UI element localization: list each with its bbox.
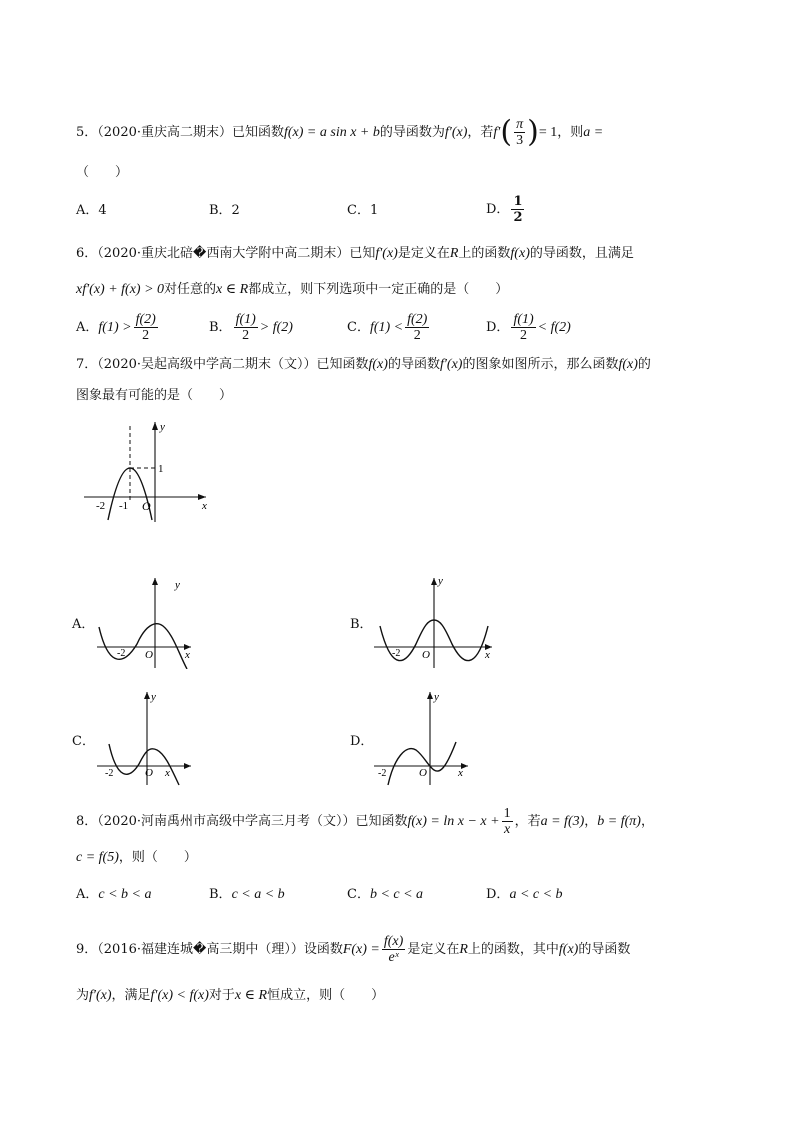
origin-label: O [422,649,430,661]
origin-label: O [145,767,153,779]
x-label: x [485,649,490,661]
origin-label: O [142,499,151,513]
y-label: y [160,421,165,433]
q8-a-prefix: A． [76,887,99,902]
q6-a-frac [134,312,158,343]
q9-fx: f(x) [558,942,579,957]
neg2-label: -2 [105,768,114,779]
q7-derivative-graph [82,418,212,523]
q6-d-frac [511,312,535,343]
q5-frac [514,117,525,148]
q7-fx2: f(x) [618,357,638,372]
q5-source: 5．（2020·重庆高二期末）已知函数 [76,125,284,140]
y-axis-arrow [427,692,433,699]
q5-function: f(x) = a sin x + b [284,125,380,140]
q9-text5: ，满足 [111,988,151,1003]
q7-fpx: f′(x) [439,357,463,372]
q6-text3: 的导函数，且满足 [529,246,634,261]
q6-a-left: f(1) > [98,320,132,335]
q8-option-d [486,886,563,904]
q7-option-a-graph [95,574,195,669]
y-axis-arrow [152,422,158,430]
q5-option-d-frac [511,194,524,225]
q9-line1 [76,934,630,965]
q7-fx: f(x) [368,357,388,372]
q6-line2 [76,281,508,299]
paren-right: ) [527,114,539,150]
q9-frac-num: f(x) [383,934,404,949]
q5-option-d-label: D． [486,202,510,217]
q5-cond-f: f′ [493,125,501,140]
q9-text3: 的导函数 [578,942,631,957]
q6-c-prefix: C． [347,320,370,335]
q6-a-den: 2 [142,328,150,343]
q6-a-num: f(2) [135,312,156,327]
q6-b-num: f(1) [235,312,256,327]
q5-option-a: A．4 [76,203,107,218]
q5-text-then: ，则 [557,125,584,140]
q7-line2: 图象最有可能的是（ ） [76,388,233,403]
q7-option-b-graph [372,574,497,669]
y-axis-arrow [144,692,150,699]
q9-text4: 为 [76,988,90,1003]
q6-c-left: f(1) < [369,320,404,335]
q6-b-prefix: B． [209,320,232,335]
q6-c-frac [405,312,429,343]
x-axis-arrow [184,763,191,769]
q9-text6: 对于 [208,988,235,1003]
q8-a: a = f(3) [540,814,585,829]
q6-option-b [209,312,293,343]
q5-option-c: C．1 [347,203,379,218]
q8-d-expr: a < c < b [509,887,563,902]
q6-b-right: > f(2) [259,320,293,335]
q8-b: b = f(π) [597,814,641,829]
q6-d-den: 2 [520,328,528,343]
one-label: 1 [158,463,164,475]
q9-F: F(x) = [342,942,380,957]
q8-b-prefix: B． [209,887,232,902]
q8-frac-num: 1 [503,806,511,821]
q6-d-num: f(1) [513,312,534,327]
q6-a-prefix: A． [76,320,99,335]
q8-c-prefix: C． [347,887,370,902]
q7-option-c: C． [72,734,95,749]
y-axis-arrow [431,578,437,585]
q6-d-right: < f(2) [537,320,571,335]
neg2-label: -2 [392,648,401,659]
q8-option-c [347,886,423,904]
y-label: y [434,691,439,703]
q9-frac-den: eˣ [388,950,399,965]
q6-c-den: 2 [413,328,421,343]
q5-frac-num: π [516,117,524,132]
neg2-label: -2 [378,768,387,779]
q7-text2: 的图象如图所示，那么函数 [462,357,619,372]
q6-line1 [76,245,634,263]
q5-option-d [486,194,526,225]
q7-text3: 的 [637,357,651,372]
q6-text5: 都成立，则下列选项中一定正确的是（ ） [248,282,509,297]
q8-function: f(x) = ln x − x + [407,814,500,829]
y-label: y [151,691,156,703]
q5-d-den: 2 [513,210,523,225]
y-axis-arrow [152,578,158,585]
curve-a [99,624,187,669]
q6-condition: xf′(x) + f(x) > 0 [76,282,165,297]
q8-b-expr: c < a < b [231,887,285,902]
q9-R: R [459,942,468,957]
q8-frac-den: x [503,822,511,837]
q8-d-prefix: D． [486,887,510,902]
neg1-label: -1 [119,500,129,512]
q8-frac [502,806,513,837]
q7-line1 [76,356,651,374]
q7-option-c-graph [95,688,195,786]
q6-option-c [347,312,431,343]
q8-c: c = f(5) [76,850,119,865]
q6-xinR: x ∈ R [216,282,249,297]
q5-ask: a = [583,125,604,140]
q8-text-then: ，则（ ） [118,850,197,865]
q5-frac-den: 3 [516,133,524,148]
q6-fp: f′(x) [375,246,398,261]
q9-fpx: f′(x) [89,988,112,1003]
q5-answer-paren: （ ） [76,165,129,180]
q7-option-d-graph [372,688,472,786]
y-label: y [438,575,443,587]
q7-option-d: D． [350,734,374,749]
q7-option-a: A． [72,617,95,632]
neg2-label: -2 [96,500,106,512]
q8-text-if: ，若 [514,814,541,829]
q7-option-b: B． [350,617,373,632]
paren-left: ( [500,114,513,150]
q7-source: 7．（2020·吴起高级中学高二期末（文））已知函数 [76,357,369,372]
q6-b-den: 2 [242,328,250,343]
q8-option-b [209,886,285,904]
origin-label: O [145,649,153,661]
neg2-label: -2 [117,648,126,659]
q9-text: 是定义在 [407,942,460,957]
q8-a-expr: c < b < a [98,887,152,902]
y-label: y [175,579,180,591]
q9-xinR: x ∈ R [234,988,268,1003]
q6-c-num: f(2) [407,312,428,327]
q5-line1 [76,114,604,150]
q8-c-expr: b < c < a [369,887,424,902]
q6-b-frac [234,312,258,343]
q9-line2 [76,987,384,1005]
q9-inequality: f′(x) < f(x) [150,988,209,1003]
origin-label: O [419,767,427,779]
q8-line2 [76,849,197,867]
x-label: x [185,649,190,661]
q9-text2: 上的函数，其中 [467,942,559,957]
q5-cond-eq: = 1 [538,125,558,140]
q8-source: 8．（2020·河南禹州市高级中学高三月考（文））已知函数 [76,814,408,829]
q8-option-a [76,886,152,904]
q6-R: R [449,246,459,261]
q6-option-a [76,312,160,343]
x-label: x [458,767,463,779]
x-label: x [202,500,207,512]
q6-text2: 上的函数 [458,246,511,261]
q8-line1: 8．（2020·河南禹州市高级中学高三月考（文））已知函数f(x) = ln x − x + $\frac{1}{x}$ ，若a = f(3)，b = f(π)， [76,806,654,837]
q6-fx: f(x) [510,246,530,261]
q5-text-if: ，若 [467,125,494,140]
q9-frac [382,934,405,965]
q7-text: 的导函数 [387,357,440,372]
q6-d-prefix: D． [486,320,510,335]
q9-text7: 恒成立，则（ ） [267,988,385,1003]
q5-d-num: 1 [513,194,523,209]
q5-text: 的导函数为 [379,125,445,140]
q5-derivative: f′(x) [444,125,468,140]
x-label: x [165,767,170,779]
q5-option-b: B．2 [209,203,240,218]
q6-option-d [486,312,571,343]
q9-source: 9．（2016·福建连城�高三期中（理））设函数 [76,942,343,957]
q6-text4: 对任意的 [164,282,217,297]
q6-text: 是定义在 [397,246,450,261]
q6-source: 6．（2020·重庆北碚�西南大学附中高二期末）已知 [76,246,376,261]
